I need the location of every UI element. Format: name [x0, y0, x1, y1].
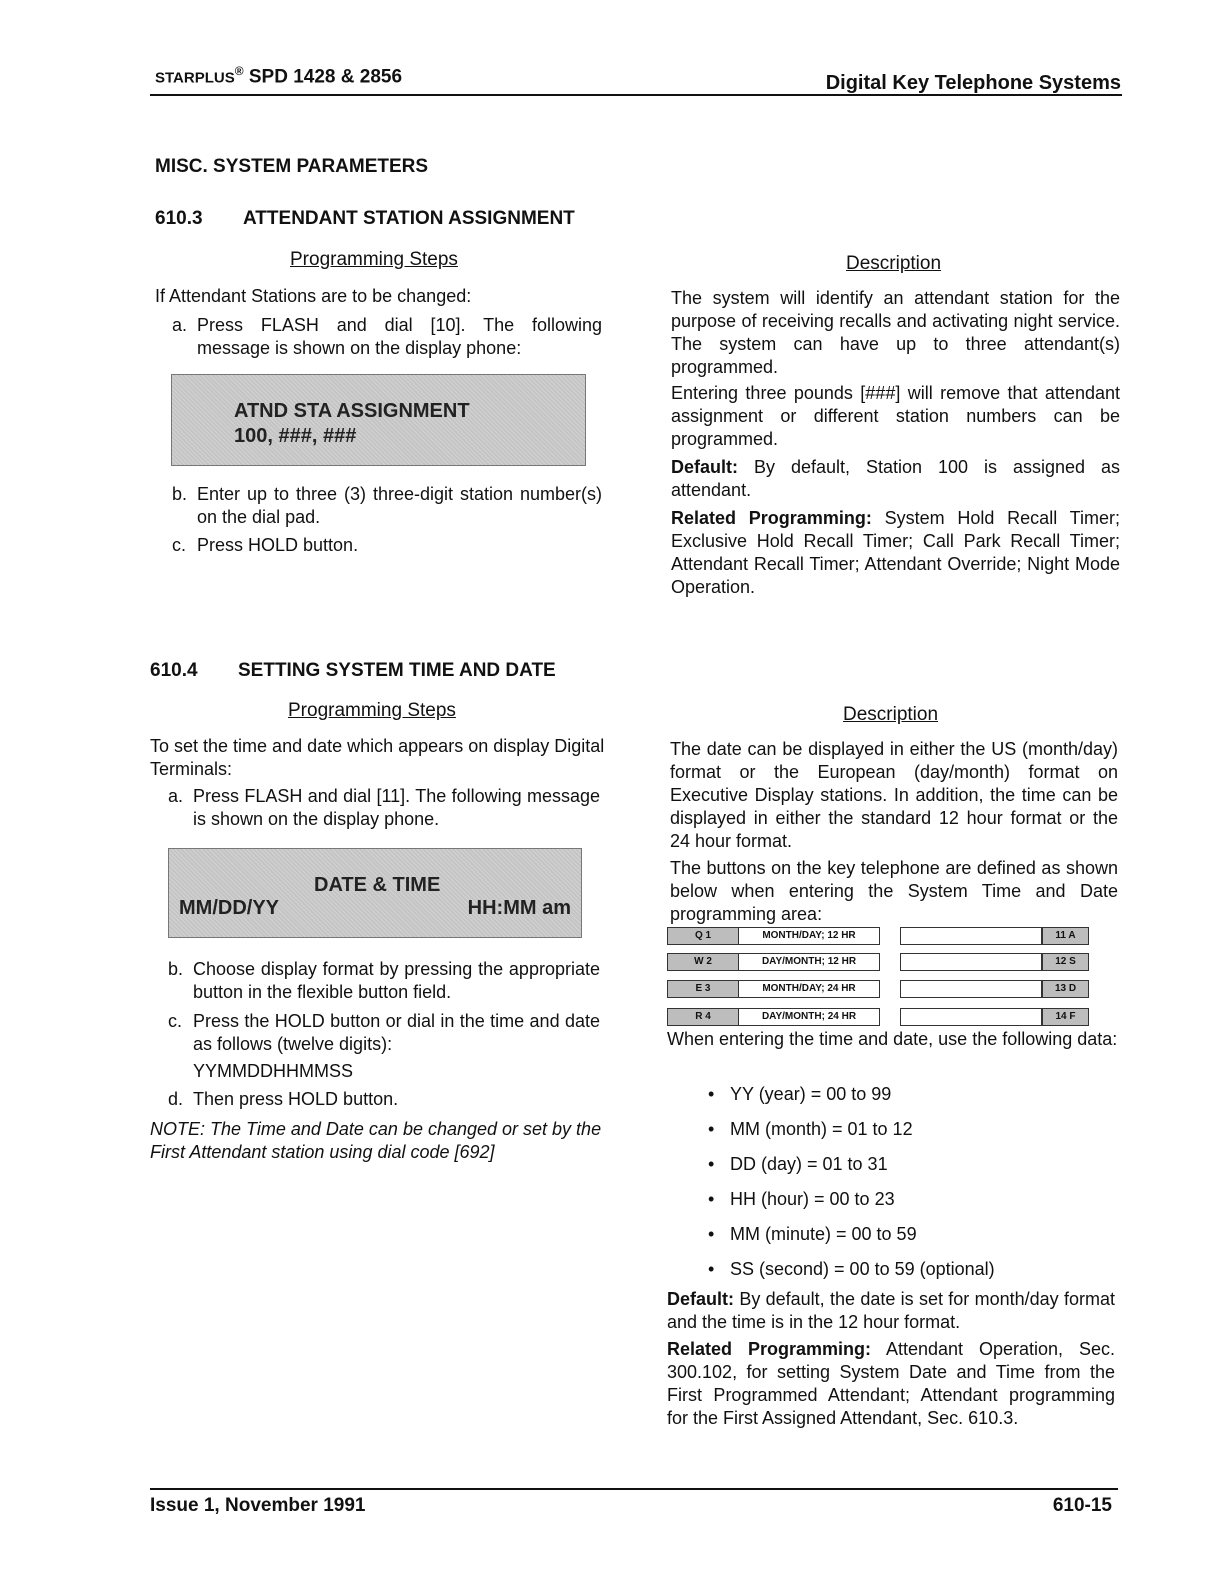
- default-label: Default:: [671, 457, 738, 477]
- key-row: [667, 927, 1089, 945]
- related-text: System Hold Recall Timer; Exclusive Hold Recall Timer; Call Park Recall Timer; Attendant Recall Timer; Attendant Override; Night Mode Operation.: [671, 508, 1120, 597]
- key-right: 12 S: [1042, 953, 1089, 971]
- step-c: [172, 534, 602, 557]
- display-line-1: ATND STA ASSIGNMENT: [234, 400, 470, 422]
- header-rule: [150, 94, 1122, 96]
- key-code: R 4: [667, 1008, 739, 1026]
- step-label: a.: [168, 786, 184, 806]
- key-blank: [900, 980, 1042, 998]
- step-b: [172, 483, 602, 529]
- step-text: Press FLASH and dial [11]. The following message is shown on the display phone.: [193, 786, 600, 829]
- display-line-1: DATE & TIME: [314, 874, 441, 896]
- header-brand: [155, 64, 402, 88]
- key-right: 11 A: [1042, 927, 1089, 945]
- default-text: By default, the date is set for month/day format and the time is in the 12 hour format.: [667, 1289, 1115, 1332]
- step-a: [168, 785, 600, 831]
- step-b: [168, 958, 600, 1004]
- section-number: 610.3: [155, 208, 203, 229]
- default-label: Default:: [667, 1289, 734, 1309]
- step-text: Press HOLD button.: [197, 535, 359, 555]
- default-text: By default, Station 100 is assigned as attendant.: [671, 457, 1120, 500]
- programming-steps-heading: Programming Steps: [288, 700, 456, 721]
- key-label: DAY/MONTH; 12 HR: [738, 953, 880, 971]
- step-label: d.: [168, 1089, 184, 1109]
- key-blank: [900, 953, 1042, 971]
- key-right: 14 F: [1042, 1008, 1089, 1026]
- display-date-format: MM/DD/YY: [179, 897, 279, 919]
- step-c: [168, 1010, 600, 1056]
- step-label: c.: [168, 1011, 183, 1031]
- related-label: Related Programming:: [671, 508, 872, 528]
- intro-text: If Attendant Stations are to be changed:: [155, 286, 472, 306]
- description-heading: Description: [846, 253, 942, 274]
- page-number: 610-15: [1052, 1495, 1112, 1516]
- bullet-item: • SS (second) = 00 to 59 (optional): [708, 1259, 995, 1280]
- display-time-format: HH:MM am: [467, 897, 571, 919]
- related-text: Attendant Operation, Sec. 300.102, for setting System Date and Time from the First Programmed Attendant; Attendant programming for the First Assigned Attendant, Sec. 610.3.: [667, 1339, 1115, 1428]
- key-blank: [900, 927, 1042, 945]
- time-date-format: YYMMDDHHMMSS: [193, 1061, 353, 1081]
- model-name: SPD 1428 & 2856: [248, 66, 403, 88]
- section-title: MISC. SYSTEM PARAMETERS: [155, 156, 429, 177]
- step-text: Then press HOLD button.: [193, 1089, 399, 1109]
- step-label: b.: [168, 959, 184, 979]
- key-right: 13 D: [1042, 980, 1089, 998]
- key-row: [667, 980, 1089, 998]
- display-line-2: 100, ###, ###: [234, 425, 357, 447]
- key-row: [667, 1008, 1089, 1026]
- step-d: [168, 1088, 600, 1111]
- note: NOTE: The Time and Date can be changed or set by the First Attendant station using dial code [692]: [150, 1119, 602, 1162]
- programming-steps-heading: Programming Steps: [290, 249, 458, 270]
- key-blank: [900, 1008, 1042, 1026]
- brand-name: STARPLUS: [155, 69, 235, 87]
- description-paragraph-1: The system will identify an attendant station for the purpose of receiving recalls and activating night service. The system can have up to three attendant(s) programmed.: [671, 288, 1120, 377]
- display-screen: [171, 374, 586, 466]
- step-text: Press the HOLD button or dial in the time and date as follows (twelve digits):: [193, 1011, 600, 1054]
- step-text: Enter up to three (3) three-digit station number(s) on the dial pad.: [197, 484, 602, 527]
- footer-rule: [150, 1488, 1118, 1490]
- section-heading-title: SETTING SYSTEM TIME AND DATE: [238, 660, 556, 681]
- related-programming: [667, 1338, 1115, 1430]
- section-heading-title: ATTENDANT STATION ASSIGNMENT: [243, 208, 575, 229]
- step-label: a.: [172, 315, 188, 335]
- description-paragraph-3: When entering the time and date, use the following data:: [667, 1029, 1118, 1049]
- section-610-4-heading: [150, 660, 556, 682]
- related-programming: [671, 507, 1120, 599]
- step-label: c.: [172, 535, 187, 555]
- key-label: DAY/MONTH; 24 HR: [738, 1008, 880, 1026]
- bullet-item: • DD (day) = 01 to 31: [708, 1154, 888, 1175]
- related-label: Related Programming:: [667, 1339, 871, 1359]
- display-screen: [168, 848, 582, 938]
- key-row: [667, 953, 1089, 971]
- key-label: MONTH/DAY; 24 HR: [738, 980, 880, 998]
- key-code: Q 1: [667, 927, 739, 945]
- step-text: Press FLASH and dial [10]. The following message is shown on the display phone:: [197, 315, 602, 358]
- key-label: MONTH/DAY; 12 HR: [738, 927, 880, 945]
- section-number: 610.4: [150, 660, 198, 681]
- key-code: W 2: [667, 953, 739, 971]
- footer-issue: Issue 1, November 1991: [150, 1495, 366, 1516]
- step-text: Choose display format by pressing the appropriate button in the flexible button field.: [193, 959, 600, 1002]
- description-heading: Description: [843, 704, 939, 725]
- bullet-item: • YY (year) = 00 to 99: [708, 1084, 891, 1105]
- key-code: E 3: [667, 980, 739, 998]
- header-title: Digital Key Telephone Systems: [825, 72, 1121, 94]
- default-note: [671, 456, 1120, 502]
- section-610-3-heading: [155, 208, 575, 230]
- registered-mark: ®: [234, 64, 244, 78]
- step-a: [172, 314, 602, 360]
- default-note: [667, 1288, 1115, 1334]
- description-paragraph-2: The buttons on the key telephone are defined as shown below when entering the System Time and Date programming area:: [670, 858, 1118, 924]
- bullet-item: • MM (minute) = 00 to 59: [708, 1224, 917, 1245]
- description-paragraph-1: The date can be displayed in either the US (month/day) format or the European (day/month) format on Executive Display stations. In addition, the time can be displayed in either the standard 12 hour format or the 24 hour format.: [670, 739, 1118, 851]
- description-paragraph-2: Entering three pounds [###] will remove that attendant assignment or different station numbers can be programmed.: [671, 383, 1120, 449]
- bullet-item: • HH (hour) = 00 to 23: [708, 1189, 895, 1210]
- step-label: b.: [172, 484, 188, 504]
- bullet-item: • MM (month) = 01 to 12: [708, 1119, 913, 1140]
- intro-text: To set the time and date which appears on display Digital Terminals:: [150, 736, 605, 779]
